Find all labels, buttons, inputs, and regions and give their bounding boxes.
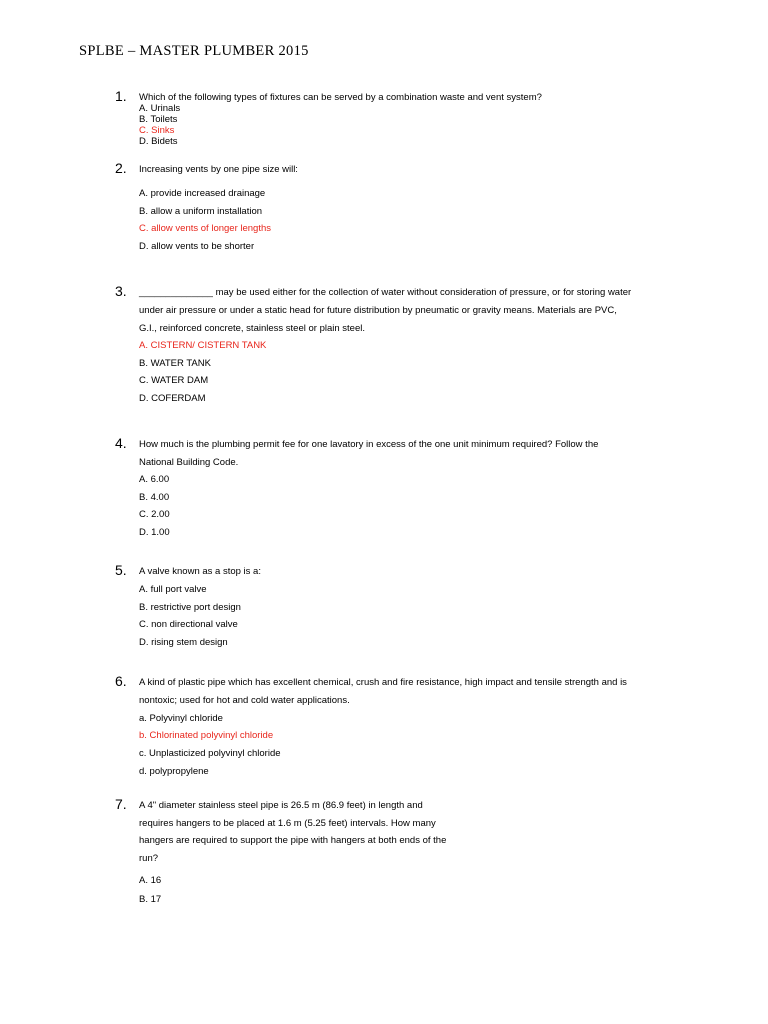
question-text: A valve known as a stop is a: <box>139 566 261 577</box>
question-text-line-3: G.I., reinforced concrete, stainless steel or plain steel. <box>139 323 365 334</box>
option-d: D. Bidets <box>139 136 178 147</box>
option-c-answer: C. Sinks <box>139 125 175 136</box>
question-number: 7. <box>115 796 127 812</box>
question-text-line-2: under air pressure or under a static head for future distribution by pneumatic or gravity means. Materials are PVC, <box>139 305 617 316</box>
question-text-line-2: nontoxic; used for hot and cold water applications. <box>139 695 350 706</box>
option-d: D. 1.00 <box>139 527 170 538</box>
option-a: a. Polyvinyl chloride <box>139 713 223 724</box>
option-c: C. non directional valve <box>139 619 238 630</box>
option-c: C. WATER DAM <box>139 375 209 386</box>
option-c: c. Unplasticized polyvinyl chloride <box>139 748 281 759</box>
option-c-answer: C. allow vents of longer lengths <box>139 223 272 234</box>
question-text-line-1: A 4" diameter stainless steel pipe is 26.5 m (86.9 feet) in length and <box>139 800 423 811</box>
option-c: C. 2.00 <box>139 509 170 520</box>
option-b: B. 17 <box>139 894 162 905</box>
question-number: 4. <box>115 435 127 451</box>
option-a: A. provide increased drainage <box>139 188 266 199</box>
question-text: Which of the following types of fixtures can be served by a combination waste and vent system? <box>139 92 542 103</box>
option-a-answer: A. CISTERN/ CISTERN TANK <box>139 340 267 351</box>
page-title: SPLBE – MASTER PLUMBER 2015 <box>79 43 309 59</box>
option-b-answer: b. Chlorinated polyvinyl chloride <box>139 730 274 741</box>
question-number: 5. <box>115 562 127 578</box>
option-b: B. Toilets <box>139 114 178 125</box>
option-a: A. 6.00 <box>139 474 170 485</box>
question-text-line-3: hangers are required to support the pipe with hangers at both ends of the <box>139 835 447 846</box>
question-text-line-1: A kind of plastic pipe which has excellent chemical, crush and fire resistance, high impact and tensile strength and is <box>139 677 627 688</box>
option-a: A. 16 <box>139 875 162 886</box>
option-a: A. full port valve <box>139 584 207 595</box>
question-number: 1. <box>115 88 127 104</box>
option-b: B. 4.00 <box>139 492 170 503</box>
option-d: D. rising stem design <box>139 637 228 648</box>
question-number: 2. <box>115 160 127 176</box>
question-text-line-1: ______________ may be used either for the collection of water without consideration of pressure, or for storing water <box>139 287 632 298</box>
question-text: Increasing vents by one pipe size will: <box>139 164 298 175</box>
option-d: D. allow vents to be shorter <box>139 241 255 252</box>
option-b: B. WATER TANK <box>139 358 211 369</box>
question-number: 3. <box>115 283 127 299</box>
question-text-line-2: National Building Code. <box>139 457 239 468</box>
option-b: B. allow a uniform installation <box>139 206 263 217</box>
option-b: B. restrictive port design <box>139 602 241 613</box>
option-a: A. Urinals <box>139 103 181 114</box>
question-number: 6. <box>115 673 127 689</box>
question-text-line-1: How much is the plumbing permit fee for one lavatory in excess of the one unit minimum required? Follow the <box>139 439 599 450</box>
question-text-line-4: run? <box>139 853 159 864</box>
question-text-line-2: requires hangers to be placed at 1.6 m (5.25 feet) intervals. How many <box>139 818 436 829</box>
option-d: D. COFERDAM <box>139 393 206 404</box>
option-d: d. polypropylene <box>139 766 209 777</box>
